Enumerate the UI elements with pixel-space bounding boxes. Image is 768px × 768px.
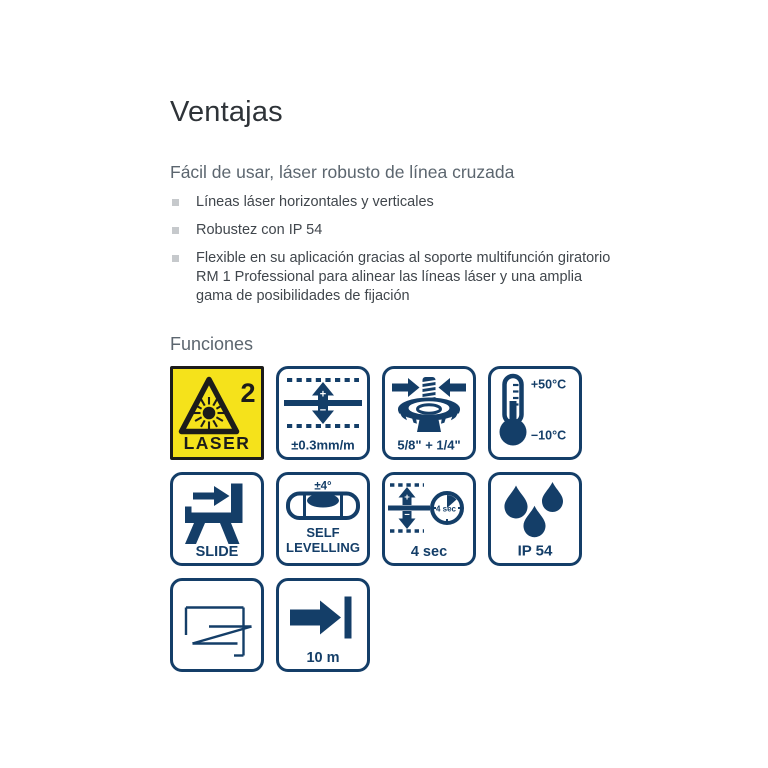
minus-sign: − [404, 509, 410, 521]
bullet-marker-icon [172, 227, 179, 234]
slide-arrow-icon [193, 486, 230, 506]
thermometer-bulb [500, 419, 527, 446]
mount-rail [185, 507, 231, 524]
levelling-time-label: 4 sec [410, 544, 448, 560]
feature-tile-laser-class [170, 366, 264, 460]
laser-warning-icon [173, 369, 261, 457]
slide-label: SLIDE [195, 544, 239, 560]
feature-tile-self-levelling [276, 472, 370, 566]
accuracy-label: ±0.3mm/m [291, 437, 355, 453]
feature-tile-accuracy [276, 366, 370, 460]
list-item [170, 221, 618, 240]
page-title: Ventajas [170, 96, 283, 128]
mount-post [231, 484, 243, 524]
minus-sign: − [319, 404, 327, 417]
range-arrow-icon [279, 581, 367, 669]
product-advantages-section [170, 94, 640, 672]
laser-plane-lines [186, 608, 252, 656]
feature-tile-levelling-time [382, 472, 476, 566]
plus-sign: + [319, 388, 327, 401]
plus-sign: + [404, 492, 410, 503]
feature-tile-ip-rating [488, 472, 582, 566]
range-label: 10 m [306, 650, 340, 666]
range-arrow [290, 601, 341, 635]
ip-rating-label: IP 54 [517, 542, 553, 560]
right-arrow-icon [392, 378, 420, 397]
list-item [170, 249, 618, 306]
cross-line-icon [173, 581, 261, 669]
laser-class-number: 2 [240, 378, 256, 408]
thermometer-icon [491, 369, 579, 457]
thread-label: 5/8" + 1/4" [397, 437, 461, 453]
min-temperature: −10°C [530, 428, 567, 443]
level-bubble [307, 494, 339, 508]
levelling-time-icon [385, 475, 473, 563]
water-drops-icon [491, 475, 579, 563]
feature-tile-slide [170, 472, 264, 566]
feature-tile-cross-line [170, 578, 264, 672]
bullet-marker-icon [172, 199, 179, 206]
advantages-list [170, 193, 618, 306]
water-drops [504, 482, 563, 537]
max-temperature: +50°C [530, 377, 567, 392]
accuracy-icon [279, 369, 367, 457]
advantage-text: Robustez con IP 54 [196, 222, 323, 238]
advantage-text: Líneas láser horizontales y verticales [196, 194, 434, 210]
mount-leg-right [220, 523, 240, 544]
levelling-range: ±4° [314, 480, 332, 493]
slide-mount-icon [173, 475, 261, 563]
page-subtitle: Fácil de usar, láser robusto de línea cruzada [170, 162, 515, 182]
functions-heading: Funciones [170, 334, 254, 354]
feature-icon-grid [170, 366, 640, 672]
spirit-level-icon [279, 475, 367, 563]
stopwatch-dial-label: 4 sec [435, 504, 457, 514]
self-levelling-label-2: LEVELLING [286, 540, 360, 555]
feature-tile-operating-temperature [488, 366, 582, 460]
list-item [170, 193, 618, 212]
feature-tile-tripod-thread [382, 366, 476, 460]
left-arrow-icon [439, 378, 467, 397]
self-levelling-label-1: SELF [306, 525, 340, 540]
advantage-text: Flexible en su aplicación gracias al soporte multifunción giratorio RM 1 Professional para alinear las líneas láser y una amplia gama de posibilidades de fijación [196, 250, 611, 304]
tripod-thread-icon [385, 369, 473, 457]
bullet-marker-icon [172, 255, 179, 262]
mount-leg-left [185, 523, 205, 544]
laser-label: LASER [183, 433, 251, 453]
range-target-bar [345, 597, 352, 639]
feature-tile-working-range [276, 578, 370, 672]
